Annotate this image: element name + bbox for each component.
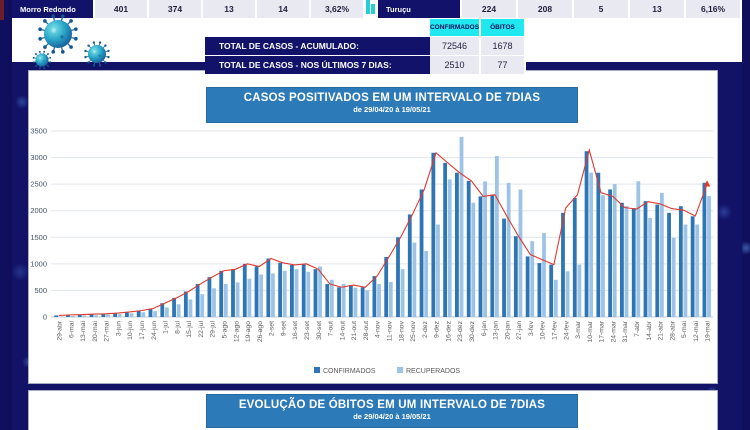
right-border	[742, 0, 750, 430]
x-axis-label: 18-nov	[398, 321, 406, 342]
bar-confirmados	[337, 287, 341, 317]
totals-table	[205, 19, 526, 74]
bar-confirmados	[632, 208, 636, 317]
bar-recuperados	[495, 156, 499, 317]
table-cell: 13	[630, 0, 686, 18]
bar-recuperados	[448, 179, 452, 317]
x-axis-label: 22-jul	[197, 321, 205, 338]
bar-recuperados	[672, 238, 676, 317]
x-axis-label: 9-dez	[433, 321, 441, 339]
x-axis-label: 27-mai	[103, 321, 111, 342]
virus-icons	[22, 10, 147, 72]
bar-confirmados	[314, 269, 318, 317]
bar-confirmados	[420, 189, 424, 317]
x-axis-label: 5-mai	[681, 321, 689, 338]
x-axis-label: 4-nov	[374, 321, 382, 339]
municipality-row-turucu	[378, 0, 742, 18]
bar-confirmados	[325, 284, 329, 317]
totals-confirmados-value: 72546	[430, 37, 481, 55]
x-axis-label: 21-abr	[657, 321, 665, 341]
x-axis-label: 12-mai	[692, 321, 700, 342]
bar-recuperados	[625, 206, 629, 317]
x-axis-label: 30-set	[315, 321, 323, 340]
bar-confirmados	[243, 264, 247, 317]
y-axis-label: 1000	[30, 259, 47, 269]
x-axis-label: 11-nov	[386, 321, 394, 342]
bar-recuperados	[141, 312, 145, 317]
bar-recuperados	[130, 313, 134, 317]
bar-confirmados	[455, 173, 459, 317]
bar-confirmados	[596, 173, 600, 317]
legend-swatch-recuperados	[397, 367, 403, 373]
totals-row-acumulado	[205, 37, 526, 55]
bar-confirmados	[278, 263, 282, 317]
bar-recuperados	[601, 195, 605, 317]
x-axis-label: 15-jul	[186, 321, 194, 338]
table-cell: 208	[518, 0, 574, 18]
table-cell: 14	[257, 0, 311, 18]
deaths-chart-subtitle: de 29/04/20 à 19/05/21	[353, 412, 431, 421]
bar-recuperados	[165, 307, 169, 317]
bar-recuperados	[71, 316, 75, 317]
bar-recuperados	[412, 243, 416, 317]
bar-recuperados	[247, 279, 251, 317]
municipality-label: Morro Redondo	[12, 0, 95, 18]
bar-confirmados	[255, 267, 259, 317]
x-axis-label: 27-jan	[516, 321, 524, 340]
mini-bars-decoration	[366, 0, 376, 15]
x-axis-label: 20-mai	[91, 321, 99, 342]
x-axis-label: 12-ago	[233, 321, 241, 343]
x-axis-label: 14-out	[339, 321, 347, 341]
cases-chart-title-banner	[206, 87, 578, 123]
bar-recuperados	[483, 181, 487, 317]
legend-label-recuperados: RECUPERADOS	[406, 368, 461, 375]
bar-confirmados	[526, 256, 530, 317]
cases-chart-card	[28, 70, 718, 384]
bar-recuperados	[684, 225, 688, 317]
bar-recuperados	[306, 272, 310, 317]
bar-confirmados	[172, 298, 176, 317]
bar-confirmados	[502, 219, 506, 317]
x-axis-label: 30-dez	[468, 321, 476, 342]
bar-recuperados	[554, 280, 558, 317]
bar-recuperados	[82, 315, 86, 317]
x-axis-label: 19-ago	[245, 321, 253, 343]
bar-recuperados	[707, 196, 711, 317]
bar-recuperados	[59, 316, 63, 317]
x-axis-label: 13-jan	[492, 321, 500, 340]
bar-confirmados	[490, 195, 494, 317]
x-axis-label: 5-ago	[221, 321, 229, 339]
bar-confirmados	[620, 203, 624, 317]
x-axis-label: 24-jun	[150, 321, 158, 340]
virus-icon	[84, 41, 109, 66]
x-axis-label: 28-abr	[669, 321, 677, 341]
virus-icon	[33, 51, 51, 69]
bar-confirmados	[467, 181, 471, 317]
table-cell: 224	[462, 0, 518, 18]
x-axis-label: 28-out	[362, 321, 370, 341]
x-axis-label: 16-dez	[445, 321, 453, 342]
x-axis-label: 24-fev	[563, 321, 571, 340]
column-header-confirmados: CONFIRMADOS	[430, 19, 481, 36]
bar-confirmados	[667, 213, 671, 317]
deaths-chart-card	[28, 390, 718, 430]
bar-confirmados	[431, 153, 435, 317]
table-cell: 3,62%	[311, 0, 365, 18]
y-axis-label: 2000	[30, 206, 47, 216]
x-axis-label: 7-abr	[633, 321, 641, 337]
deaths-chart-title: EVOLUÇÃO DE ÓBITOS EM UM INTERVALO DE 7DIAS	[238, 399, 546, 411]
bar-confirmados	[538, 263, 542, 317]
bar-confirmados	[196, 284, 200, 317]
bar-confirmados	[679, 206, 683, 317]
virus-icon	[38, 14, 77, 53]
bar-recuperados	[106, 315, 110, 317]
bar-recuperados	[259, 274, 263, 317]
bar-confirmados	[208, 277, 212, 317]
x-axis-label: 24-mar	[610, 321, 618, 343]
bar-recuperados	[354, 288, 358, 317]
bar-recuperados	[94, 315, 98, 317]
column-header-obitos: ÓBITOS	[481, 19, 526, 36]
bar-confirmados	[373, 276, 377, 317]
x-axis-label: 20-jan	[504, 321, 512, 340]
x-axis-label: 3-jun	[115, 321, 123, 337]
x-axis-label: 2-set	[268, 321, 276, 337]
x-axis-label: 10-mar	[586, 321, 594, 343]
bar-confirmados	[290, 265, 294, 317]
table-cell: 13	[203, 0, 257, 18]
bar-confirmados	[703, 183, 707, 317]
bar-recuperados	[295, 269, 299, 317]
cases-chart-subtitle: de 29/04/20 à 19/05/21	[353, 105, 431, 114]
bar-confirmados	[443, 163, 447, 317]
bar-confirmados	[549, 265, 553, 317]
x-axis-label: 23-set	[303, 321, 311, 340]
x-axis-label: 9-set	[280, 321, 288, 337]
bar-recuperados	[660, 193, 664, 317]
bar-confirmados	[349, 285, 353, 317]
bar-recuperados	[648, 218, 652, 317]
bar-confirmados	[54, 315, 58, 317]
totals-header-row	[205, 19, 526, 36]
x-axis-label: 17-mar	[598, 321, 606, 343]
totals-row-label: TOTAL DE CASOS - NOS ÚLTIMOS 7 DIAS:	[205, 56, 430, 74]
bar-confirmados	[396, 237, 400, 317]
bar-recuperados	[566, 271, 570, 317]
bar-recuperados	[271, 273, 275, 317]
bar-recuperados	[577, 265, 581, 317]
bar-recuperados	[589, 173, 593, 317]
x-axis-label: 7-out	[327, 321, 335, 337]
left-border-accent	[0, 0, 4, 20]
x-axis-label: 19-mai	[704, 321, 712, 342]
bar-recuperados	[507, 183, 511, 317]
left-border	[0, 0, 12, 430]
y-axis-label: 3500	[30, 126, 47, 136]
cases-bar-chart	[29, 123, 719, 381]
x-axis-label: 10-jun	[127, 321, 135, 340]
bar-confirmados	[608, 189, 612, 317]
x-axis-label: 29-jul	[209, 321, 217, 338]
x-axis-label: 21-out	[351, 321, 359, 341]
bar-recuperados	[530, 241, 534, 317]
bar-confirmados	[231, 269, 235, 317]
x-axis-label: 6-jan	[480, 321, 488, 337]
bar-recuperados	[212, 288, 216, 317]
totals-obitos-value: 1678	[481, 37, 526, 55]
bar-recuperados	[424, 251, 428, 317]
bar-confirmados	[573, 198, 577, 317]
x-axis-label: 14-abr	[645, 321, 653, 341]
totals-header-spacer	[205, 19, 430, 36]
bar-confirmados	[691, 216, 695, 317]
bar-recuperados	[519, 189, 523, 317]
x-axis-label: 3-fev	[527, 320, 535, 337]
bar-confirmados	[219, 271, 223, 317]
bar-confirmados	[585, 151, 589, 317]
bar-recuperados	[401, 269, 405, 317]
x-axis-label: 31-mar	[622, 321, 630, 343]
bar-recuperados	[153, 311, 157, 317]
legend-swatch-confirmados	[314, 367, 320, 373]
bar-recuperados	[177, 304, 181, 317]
bar-confirmados	[361, 287, 365, 317]
y-axis-label: 3000	[30, 153, 47, 163]
mini-bar	[366, 0, 370, 14]
totals-row-label: TOTAL DE CASOS - ACUMULADO:	[205, 37, 430, 55]
legend-label-confirmados: CONFIRMADOS	[323, 368, 376, 375]
bar-confirmados	[302, 264, 306, 317]
x-axis-label: 16-set	[292, 321, 300, 340]
bar-confirmados	[384, 257, 388, 317]
x-axis-label: 2-dez	[421, 321, 429, 339]
x-axis-label: 29-abr	[56, 321, 64, 341]
x-axis-label: 8-jul	[174, 321, 182, 334]
x-axis-label: 6-mai	[68, 321, 76, 338]
bar-confirmados	[408, 214, 412, 317]
table-cell: 5	[574, 0, 630, 18]
bar-confirmados	[479, 196, 483, 317]
table-cell: 374	[149, 0, 203, 18]
bar-recuperados	[224, 284, 228, 317]
x-axis-label: 13-mai	[80, 321, 88, 342]
bar-recuperados	[283, 271, 287, 317]
bar-confirmados	[644, 201, 648, 317]
bar-confirmados	[514, 236, 518, 317]
bar-recuperados	[436, 225, 440, 317]
bar-recuperados	[542, 233, 546, 317]
deaths-chart-title-banner	[206, 394, 578, 428]
x-axis-label: 3-mar	[575, 321, 583, 339]
bar-confirmados	[184, 291, 188, 317]
bar-recuperados	[636, 181, 640, 317]
totals-row-ultimos-7-dias	[205, 56, 526, 74]
bar-recuperados	[200, 294, 204, 317]
x-axis-label: 26-ago	[256, 321, 264, 343]
x-axis-label: 23-dez	[457, 321, 465, 342]
bar-recuperados	[236, 282, 240, 317]
bar-recuperados	[695, 225, 699, 317]
bar-recuperados	[365, 290, 369, 317]
bar-recuperados	[342, 284, 346, 317]
x-axis-label: 25-nov	[410, 321, 418, 342]
bar-recuperados	[471, 203, 475, 317]
x-axis-label: 17-jun	[138, 321, 146, 340]
table-cell: 401	[95, 0, 149, 18]
bar-recuperados	[389, 282, 393, 317]
mini-bar	[371, 4, 375, 14]
x-axis-label: 10-fev	[539, 321, 547, 340]
cases-chart-title: CASOS POSITIVADOS EM UM INTERVALO DE 7DIAS	[243, 92, 541, 104]
y-axis-label: 1500	[30, 232, 47, 242]
table-cell: 6,16%	[686, 0, 742, 18]
bar-recuperados	[460, 137, 464, 317]
y-axis-label: 0	[42, 312, 47, 322]
x-axis-label: 17-fev	[551, 321, 559, 340]
bar-recuperados	[118, 314, 122, 317]
municipality-label: Turuçu	[378, 0, 462, 18]
bar-confirmados	[655, 205, 659, 317]
bar-confirmados	[266, 259, 270, 317]
y-axis-label: 2500	[30, 179, 47, 189]
bar-recuperados	[377, 284, 381, 317]
totals-obitos-value: 77	[481, 56, 526, 74]
bar-recuperados	[189, 299, 193, 317]
totals-confirmados-value: 2510	[430, 56, 481, 74]
bar-recuperados	[613, 184, 617, 317]
x-axis-label: 1-jul	[162, 321, 170, 334]
y-axis-label: 500	[34, 285, 47, 295]
